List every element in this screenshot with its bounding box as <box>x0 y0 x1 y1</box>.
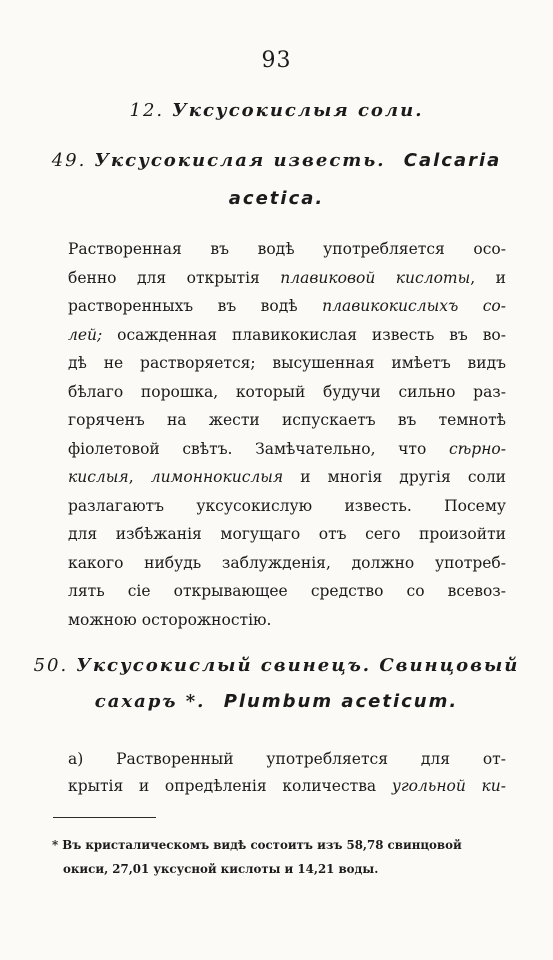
entry-50-title: Уксусокислый свинецъ. Свинцовый <box>76 655 520 676</box>
entry-50-title-b: сахаръ *. <box>94 691 206 712</box>
text-run: a) Растворенный употребляется для от- <box>68 750 506 768</box>
text-run: бѣлаго порошка, который будучи сильно раз- <box>68 382 506 401</box>
text-run: какого нибудь заблужденія, должно употреб- <box>68 553 506 572</box>
text-line <box>68 296 506 316</box>
text-run: горяченъ на жести испускаетъ въ темнотѣ <box>68 411 506 429</box>
entry-49-title: Уксусокислая известь. <box>94 150 386 171</box>
text-line <box>68 581 506 601</box>
text-run: дѣ не растворяется; высушенная имѣетъ видъ <box>68 354 506 372</box>
text-run: бенно для открытія <box>68 268 281 287</box>
entry-49-latin-b: acetica. <box>228 188 325 209</box>
italic-term: кислыя <box>68 468 129 486</box>
italic-term: плавиковой кислоты <box>280 268 471 287</box>
text-run: , <box>128 468 151 486</box>
italic-term: угольной ки- <box>391 777 506 795</box>
text-run: лять сіе открывающее средство со всевоз- <box>68 582 506 600</box>
entry-49-latin-a: Calcaria <box>403 150 502 171</box>
text-run: осажденная плавикокислая известь въ во- <box>102 325 506 344</box>
entry-50-heading <box>0 655 553 676</box>
text-line <box>68 467 506 487</box>
text-run: крытія и опредѣленія количества <box>68 777 392 795</box>
section-heading <box>0 100 553 121</box>
text-run: растворенныхъ въ водѣ <box>68 297 323 315</box>
text-run: разлагаютъ уксусокислую известь. Посему <box>68 496 506 515</box>
text-line <box>68 382 506 402</box>
text-line <box>68 410 506 430</box>
page-number: 93 <box>261 48 292 73</box>
footnote-rule <box>53 817 156 818</box>
text-line <box>68 439 506 459</box>
entry-50-heading-cont <box>0 691 553 712</box>
italic-term: лимоннокислыя <box>150 468 284 486</box>
text-line <box>68 239 506 259</box>
text-run: и многія другія соли <box>283 468 507 486</box>
text-line <box>68 776 506 796</box>
text-run: , и <box>470 268 506 287</box>
text-line <box>68 553 506 573</box>
italic-term: лей; <box>68 325 103 344</box>
italic-term: сѣрно- <box>448 439 506 458</box>
entry-50-number: 50. <box>33 655 69 676</box>
text-line <box>68 749 506 769</box>
text-line <box>68 524 506 544</box>
footnote-line-1: * Въ кристалическомъ видѣ состоитъ изъ 58,78 свинцовой <box>52 838 462 852</box>
text-line <box>68 610 506 630</box>
text-run: Растворенная въ водѣ употребляется осо- <box>68 240 506 258</box>
text-line <box>68 496 506 516</box>
section-title: Уксусокислыя соли. <box>172 100 424 121</box>
italic-term: плавикокислыхъ со- <box>322 297 506 315</box>
section-number: 12. <box>129 100 165 121</box>
text-run: фіолетовой свѣтъ. Замѣчательно, что <box>68 439 449 458</box>
entry-49-heading <box>0 150 553 171</box>
entry-50-latin: Plumbum aceticum. <box>223 691 459 712</box>
text-run: для избѣжанія могущаго отъ сего произойти <box>68 525 506 543</box>
entry-49-heading-cont <box>0 188 553 209</box>
text-line <box>68 268 506 288</box>
text-line <box>68 325 506 345</box>
text-line <box>68 353 506 373</box>
text-run: можною осторожностію. <box>68 610 272 629</box>
footnote-line-2: окиси, 27,01 уксусной кислоты и 14,21 воды. <box>63 862 379 876</box>
entry-49-number: 49. <box>51 150 87 171</box>
